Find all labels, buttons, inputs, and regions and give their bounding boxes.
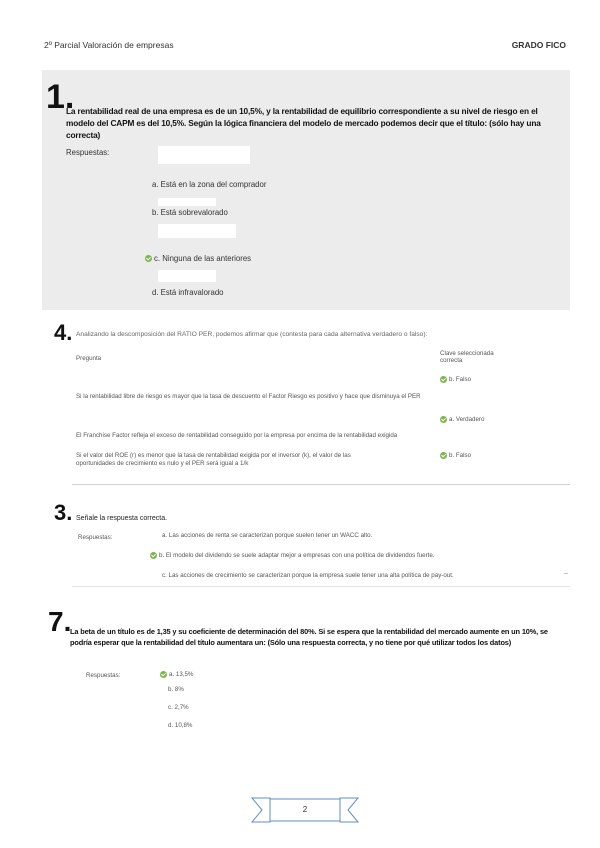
question-1-option-c-label: c. Ninguna de las anteriores — [154, 254, 252, 263]
page-number: 2 — [302, 805, 308, 814]
question-4-row-3-answer-label: b. Falso — [449, 452, 472, 460]
question-1-option-b[interactable]: b. Está sobrevalorado — [152, 208, 228, 217]
question-3-option-b[interactable] — [150, 552, 435, 559]
question-1-option-d[interactable]: d. Está infravalorado — [152, 288, 224, 297]
question-4-row-1-answer[interactable] — [440, 376, 471, 383]
question-1-text: La rentabilidad real de una empresa es de un 10,5%, y la rentabilidad de equilibrio correspondiente a su nivel de riesgo en el modelo del CAPM es del 10,5%. Según la lógica financiera del modelo de mercado podemos decir que el título: (sólo hay una correcta) — [66, 106, 541, 140]
question-7-option-d[interactable]: d. 10,8% — [168, 722, 193, 729]
question-3-answers-label: Respuestas: — [78, 534, 113, 541]
question-7-option-b[interactable]: b. 8% — [168, 686, 184, 693]
question-4-column-answer: Clave seleccionada correcta — [440, 350, 494, 364]
check-circle-icon — [145, 255, 152, 262]
divider — [72, 484, 570, 485]
document-header-title: 2º Parcial Valoración de empresas — [44, 40, 174, 50]
question-7-text: La beta de un título es de 1,35 y su coeficiente de determinación del 80%. Si se espera que la rentabilidad del mercado aumente en un 10%, se podría esperar que la rentabilidad del título aumentara un: (Sólo una respuesta correcta, y no tiene por qué utilizar todos los datos) — [70, 627, 548, 647]
question-3-option-b-label: b. El modelo del dividendo se suele adaptar mejor a empresas con una política de dividendos fuerte. — [159, 552, 435, 560]
question-7-answers-label: Respuestas: — [86, 672, 121, 679]
question-4-number: 4. — [54, 320, 73, 345]
question-1-option-a[interactable]: a. Está en la zona del comprador — [152, 180, 267, 189]
answer-box-blank — [158, 270, 216, 282]
question-3-option-c[interactable]: c. Las acciones de crecimiento se caracterizan porque la empresa suele tener una alta política de pay-out. — [162, 572, 454, 579]
check-circle-icon — [440, 416, 447, 423]
question-1-answers-label: Respuestas: — [66, 148, 110, 157]
check-circle-icon — [160, 671, 167, 678]
question-1-number: 1. — [46, 78, 75, 116]
question-4-row-3-answer[interactable] — [440, 452, 471, 459]
question-7-option-a-label: a. 13,5% — [169, 671, 194, 679]
question-7-number: 7. — [48, 606, 72, 637]
question-3-number: 3. — [54, 500, 73, 525]
answer-box-blank — [158, 198, 216, 206]
question-4-row-1-answer-label: b. Falso — [449, 376, 472, 384]
question-3-option-a[interactable]: a. Las acciones de renta se caracterizan porque suelen tener un WACC alto. — [162, 532, 373, 539]
question-7-option-a[interactable] — [160, 671, 193, 678]
document-header-grade: GRADO FICO — [511, 40, 566, 50]
question-4-row-2-answer-label: a. Verdadero — [449, 416, 485, 424]
question-4-text: Analizando la descomposición del RATIO PER, podemos afirmar que (contesta para cada alternativa verdadero o falso): — [76, 331, 428, 338]
answer-box-blank — [158, 224, 236, 238]
check-circle-icon — [150, 552, 157, 559]
question-4-column-question: Pregunta — [76, 355, 102, 362]
dash-mark: – — [564, 570, 568, 577]
answer-box-blank — [158, 146, 250, 164]
check-circle-icon — [440, 452, 447, 459]
question-7-option-c[interactable]: c. 2,7% — [168, 704, 189, 711]
question-4-row-3-text: Si el valor del ROE (r) es menor que la tasa de rentabilidad exigida por el inversor (k), el valor de las oportunidades de crecimiento es nulo y el PER será igual a 1/k — [76, 452, 351, 467]
divider — [72, 586, 570, 587]
check-circle-icon — [440, 376, 447, 383]
question-4-row-2-answer[interactable] — [440, 416, 484, 423]
question-4-row-1-text: Si la rentabilidad libre de riesgo es mayor que la tasa de descuento el Factor Riesgo es positivo y hace que disminuya el PER — [76, 393, 421, 400]
question-4-row-2-text: El Franchise Factor refleja el exceso de rentabilidad conseguido por la empresa por encima de la rentabilidad exigida — [76, 432, 398, 439]
question-3-text: Señale la respuesta correcta. — [76, 515, 168, 522]
question-1-option-c[interactable] — [145, 254, 251, 263]
